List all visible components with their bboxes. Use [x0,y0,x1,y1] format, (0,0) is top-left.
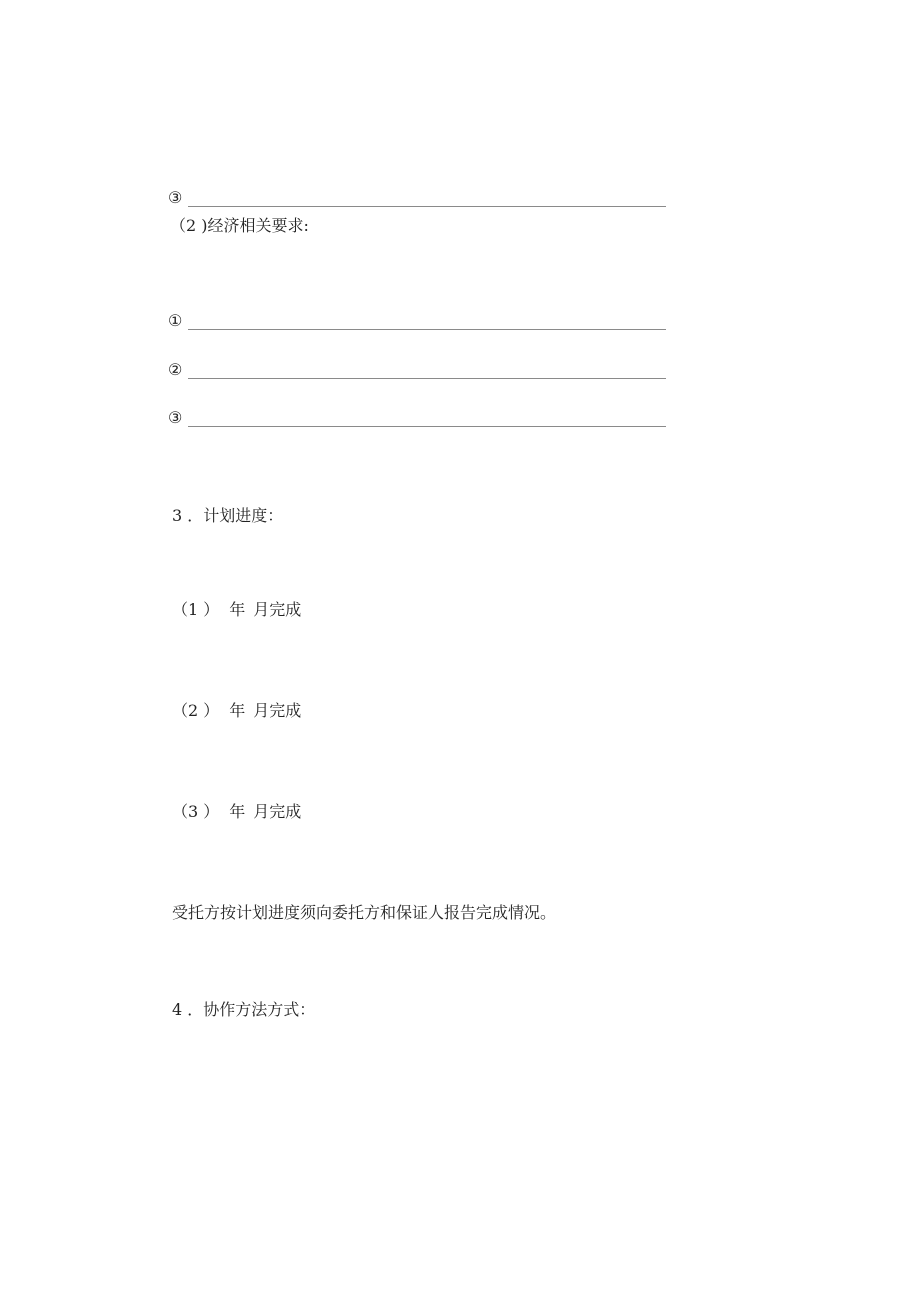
fill-in-blank-line[interactable] [188,364,666,379]
schedule-item-month-done: 月完成 [253,701,302,720]
item-marker: ③ [168,408,183,427]
economic-requirement-row-3 [168,406,666,428]
economic-requirements-heading: （2 )经济相关要求: [170,216,309,235]
schedule-item-year: 年 [229,600,246,619]
schedule-item-index: （3 ） [172,802,220,821]
schedule-item-2 [172,701,301,721]
schedule-item-year: 年 [229,701,246,720]
cooperation-method-heading: 4 ．协作方法方式： [172,1000,316,1019]
schedule-item-month-done: 月完成 [253,600,302,619]
fill-in-blank-line[interactable] [188,412,666,427]
schedule-item-index: （1 ） [172,600,220,619]
schedule-heading: 3 ．计划进度： [172,506,284,525]
schedule-item-3 [172,802,301,822]
schedule-item-year: 年 [229,802,246,821]
economic-requirement-row-2 [168,358,666,380]
fill-in-blank-line[interactable] [188,315,666,330]
economic-requirement-row-1 [168,309,666,331]
schedule-item-1 [172,600,301,620]
tech-requirement-row-3 [168,186,666,208]
schedule-item-index: （2 ） [172,701,220,720]
fill-in-blank-line[interactable] [188,192,666,207]
schedule-item-month-done: 月完成 [253,802,302,821]
item-marker: ② [168,360,183,379]
schedule-report-note: 受托方按计划进度须向委托方和保证人报告完成情况。 [172,903,557,922]
item-marker: ① [168,311,183,330]
item-marker: ③ [168,188,183,207]
